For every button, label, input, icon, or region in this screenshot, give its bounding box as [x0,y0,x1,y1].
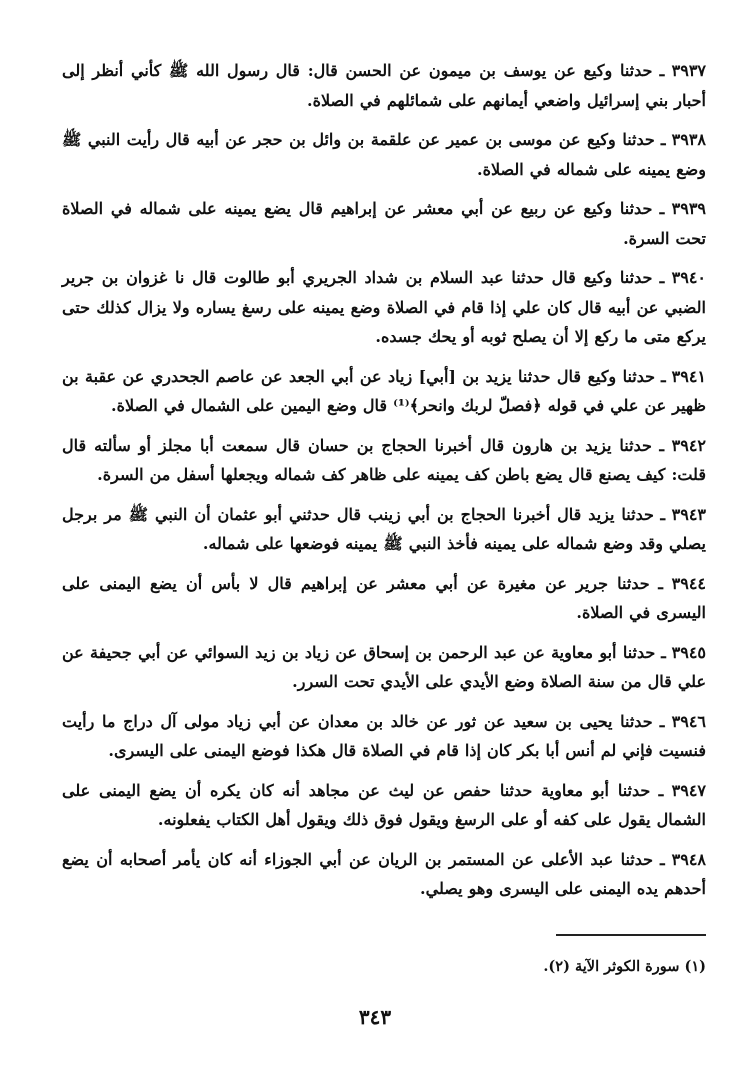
hadith-separator: ـ [660,504,666,524]
hadith-text: حدثنا وكيع قال حدثنا يزيد بن [أبي] زياد عن أبي الجعد عن عاصم الجحدري عن عقبة بن ظهير عن علي في قوله ﴿فصلّ لربك وانحر﴾⁽¹⁾ قال وضع اليمين على الشمال في الصلاة. [62,366,706,415]
hadith-separator: ـ [660,130,666,149]
hadith-separator: ـ [658,573,663,593]
hadith-separator: ـ [659,61,665,80]
hadith-separator: ـ [659,711,665,731]
hadith-text: حدثنا يزيد قال أخبرنا الحجاج بن أبي زينب قال حدثني أبو عثمان أن النبي ﷺ مر برجل يصلي وقد وضع شماله على يمينه فأخذ النبي ﷺ يمينه فوضعها على شماله. [62,504,706,553]
hadith-paragraph [62,194,706,253]
hadith-text: حدثنا يزيد بن هارون قال أخبرنا الحجاج بن حسان قال سمعت أبا مجلز أو سألته قال قلت: كيف يصنع قال يضع باطن كف يمينه على ظاهر كف شماله ويجعلها أسفل من السرة. [62,435,706,484]
hadith-paragraph [62,707,706,766]
hadith-number: ٣٩٤٦ [671,711,706,731]
hadith-list [62,56,706,914]
hadith-separator: ـ [658,780,664,800]
hadith-number: ٣٩٤٨ [671,849,706,869]
hadith-separator: ـ [659,268,665,287]
hadith-paragraph [62,500,706,559]
hadith-paragraph [62,776,706,835]
hadith-number: ٣٩٤٤ [671,573,706,593]
hadith-number: ٣٩٣٩ [671,199,706,218]
hadith-paragraph [62,125,706,184]
hadith-paragraph [62,431,706,490]
hadith-number: ٣٩٤٢ [671,435,706,455]
hadith-text: حدثنا يحيى بن سعيد عن ثور عن خالد بن معدان عن أبي زياد مولى آل دراج ما رأيت فنسيت فإني لم أنس أبا بكر كان إذا قام في الصلاة قال هكذا فوضع اليمنى على اليسرى. [62,711,706,760]
hadith-paragraph [62,263,706,352]
hadith-text: حدثنا وكيع قال حدثنا عبد السلام بن شداد الجريري أبو طالوت قال نا غزوان بن جرير الضبي عن أبيه قال كان علي إذا قام في الصلاة وضع يمينه على رسغ يساره ولا يزال كذلك حتى يركع متى ما ركع إلا أن يصلح ثوبه أو يحك جسده. [62,268,707,346]
hadith-paragraph [62,362,706,421]
hadith-number: ٣٩٤٠ [671,268,707,287]
hadith-separator: ـ [661,366,666,386]
hadith-number: ٣٩٤١ [671,366,707,386]
hadith-separator: ـ [659,199,665,218]
hadith-paragraph [62,845,706,904]
hadith-text: حدثنا أبو معاوية حدثنا حفص عن ليث عن مجاهد أنه كان يكره أن يضع اليمنى على الشمال يقول على كفه أو على الرسغ ويقول فوق ذلك ويقول أهل الكتاب يفعلونه. [62,780,706,829]
footnote-divider [556,934,706,936]
hadith-text: حدثنا وكيع عن موسى بن عمير عن علقمة بن وائل بن حجر عن أبيه قال رأيت النبي ﷺ وضع يمينه على شماله في الصلاة. [62,130,706,179]
page-number: ٣٤٣ [358,1005,392,1029]
hadith-number: ٣٩٣٨ [671,130,706,149]
hadith-paragraph [62,569,706,628]
hadith-paragraph [62,638,706,697]
hadith-number: ٣٩٤٣ [671,504,706,524]
hadith-separator: ـ [659,849,665,869]
hadith-text: حدثنا أبو معاوية عن عبد الرحمن بن إسحاق عن زياد بن زيد السوائي عن أبي جحيفة عن علي قال من سنة الصلاة وضع الأيدي على الأيدي تحت السرر. [62,642,706,691]
hadith-separator: ـ [659,435,665,455]
hadith-number: ٣٩٤٥ [671,642,707,662]
hadith-text: حدثنا وكيع عن يوسف بن ميمون عن الحسن قال: قال رسول الله ﷺ كأني أنظر إلى أحبار بني إسرائيل واضعي أيمانهم على شمائلهم في الصلاة. [62,61,706,110]
hadith-number: ٣٩٣٧ [671,61,706,80]
footnote: (١) سورة الكوثر الآية (٢). [543,958,706,975]
hadith-separator: ـ [661,642,666,662]
hadith-text: حدثنا عبد الأعلى عن المستمر بن الريان عن أبي الجوزاء أنه كان يأمر أصحابه أن يضع أحدهم يده اليمنى على اليسرى وهو يصلي. [62,849,706,898]
hadith-text: حدثنا وكيع عن ربيع عن أبي معشر عن إبراهيم قال يضع يمينه على شماله في الصلاة تحت السرة. [62,199,706,248]
hadith-paragraph [62,56,706,115]
hadith-text: حدثنا جرير عن مغيرة عن أبي معشر عن إبراهيم قال لا بأس أن يضع اليمنى على اليسرى في الصلاة. [62,573,706,622]
hadith-number: ٣٩٤٧ [671,780,707,800]
